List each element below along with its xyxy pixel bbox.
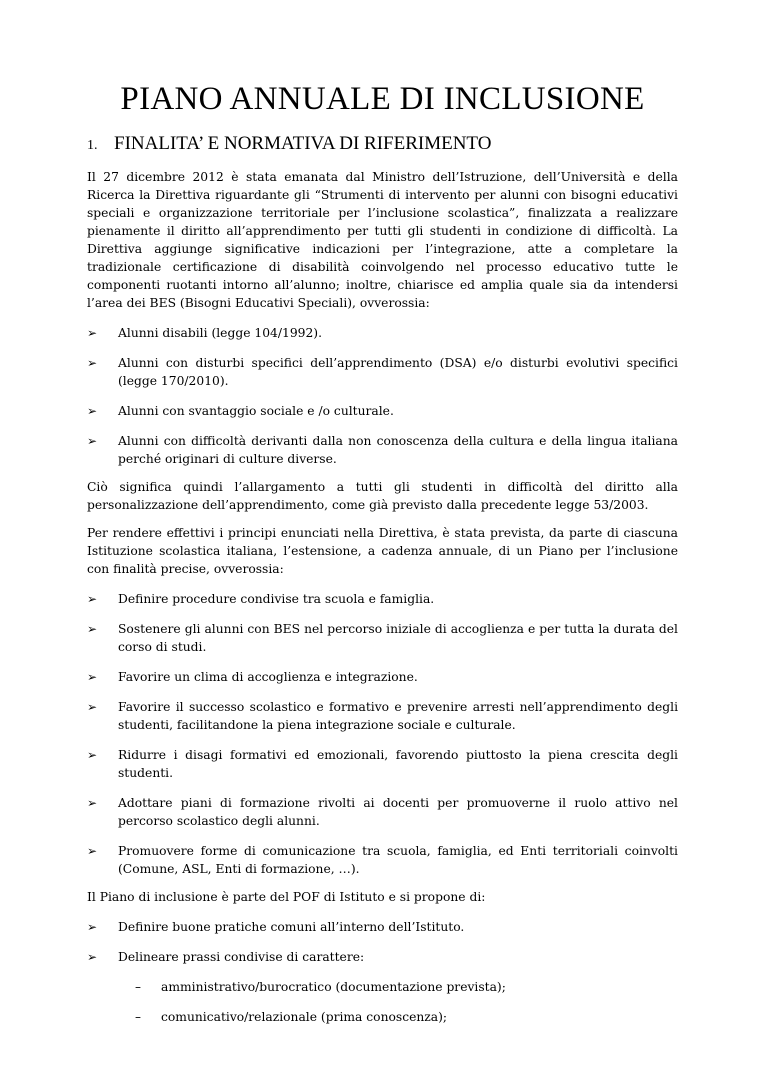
list-item <box>87 698 678 734</box>
paragraph-piano: Per rendere effettivi i principi enunciati nella Direttiva, è stata prevista, da parte di ciascuna Istituzione scolastica italiana, l’estensione, a cadenza annuale, di un Piano per l’inclusione con finalità precise, ovverossia: <box>87 526 678 576</box>
list-item-text: Alunni disabili (legge 104/1992). <box>118 326 322 340</box>
dash-bullet-icon: – <box>135 1010 141 1024</box>
sub-list-item <box>135 978 678 996</box>
arrow-bullet-icon: ➢ <box>87 796 98 810</box>
list-item-text: Delineare prassi condivise di carattere: <box>118 950 365 964</box>
list-item <box>87 794 678 830</box>
sub-list-item <box>135 1008 678 1026</box>
list-item <box>87 918 678 936</box>
paragraph-personalizzazione: Ciò significa quindi l’allargamento a tutti gli studenti in difficoltà del diritto alla personalizzazione dell’apprendimento, come già previsto dalla precedente legge 53/2003. <box>87 480 678 512</box>
pof-list <box>87 918 678 966</box>
sub-list-item-text: amministrativo/burocratico (documentazione prevista); <box>161 980 506 994</box>
list-item-text: Favorire il successo scolastico e formativo e prevenire arresti nell’apprendimento degli studenti, facilitandone la piena integrazione sociale e culturale. <box>118 700 678 732</box>
arrow-bullet-icon: ➢ <box>87 622 98 636</box>
list-item <box>87 620 678 656</box>
list-item-text: Sostenere gli alunni con BES nel percorso iniziale di accoglienza e per tutta la durata del corso di studi. <box>118 622 678 654</box>
list-item <box>87 842 678 878</box>
paragraph-directive: Il 27 dicembre 2012 è stata emanata dal Ministro dell’Istruzione, dell’Università e della Ricerca la Direttiva riguardante gli “Strumenti di intervento per alunni con bisogni educativi speciali e organizzazione territoriale per l’inclusione scolastica”, finalizzata a realizzare pienamente il diritto all’apprendimento per tutti gli studenti in condizione di difficoltà. La Direttiva aggiunge significative indicazioni per l’integrazione, atte a completare la tradizionale certificazione di disabilità coinvolgendo nel processo educativo tutte le componenti ruotanti intorno all’alunno; inoltre, chiarisce ed amplia quale sia da intendersi l’area dei BES (Bisogni Educativi Speciali), ovverossia: <box>87 170 678 310</box>
list-item <box>87 746 678 782</box>
list-item <box>87 354 678 390</box>
list-item-text: Definire procedure condivise tra scuola e famiglia. <box>118 592 435 606</box>
list-item-text: Ridurre i disagi formativi ed emozionali, favorendo piuttosto la piena crescita degli studenti. <box>118 748 678 780</box>
prassi-list <box>135 978 678 1026</box>
list-item <box>87 948 678 966</box>
arrow-bullet-icon: ➢ <box>87 950 98 964</box>
list-item-text: Alunni con difficoltà derivanti dalla non conoscenza della cultura e della lingua italiana perché originari di culture diverse. <box>118 434 678 466</box>
list-item-text: Alunni con disturbi specifici dell’apprendimento (DSA) e/o disturbi evolutivi specifici (legge 170/2010). <box>118 356 678 388</box>
arrow-bullet-icon: ➢ <box>87 326 98 340</box>
arrow-bullet-icon: ➢ <box>87 700 98 714</box>
bes-list <box>87 324 678 468</box>
arrow-bullet-icon: ➢ <box>87 748 98 762</box>
document-title: PIANO ANNUALE DI INCLUSIONE <box>120 81 645 117</box>
list-item <box>87 590 678 608</box>
arrow-bullet-icon: ➢ <box>87 404 98 418</box>
list-item-text: Alunni con svantaggio sociale e /o culturale. <box>118 404 394 418</box>
list-item <box>87 432 678 468</box>
list-item-text: Adottare piani di formazione rivolti ai docenti per promuoverne il ruolo attivo nel percorso scolastico degli alunni. <box>118 796 678 828</box>
list-item <box>87 324 678 342</box>
goals-list <box>87 590 678 878</box>
list-item <box>87 668 678 686</box>
dash-bullet-icon: – <box>135 980 141 994</box>
arrow-bullet-icon: ➢ <box>87 592 98 606</box>
sub-list-item-text: comunicativo/relazionale (prima conoscenza); <box>161 1010 448 1024</box>
arrow-bullet-icon: ➢ <box>87 434 98 448</box>
arrow-bullet-icon: ➢ <box>87 844 98 858</box>
list-item-text: Favorire un clima di accoglienza e integrazione. <box>118 670 418 684</box>
document-page <box>0 80 768 1074</box>
arrow-bullet-icon: ➢ <box>87 356 98 370</box>
section-number: 1. <box>87 138 98 153</box>
arrow-bullet-icon: ➢ <box>87 920 98 934</box>
paragraph-pof: Il Piano di inclusione è parte del POF di Istituto e si propone di: <box>87 890 486 904</box>
arrow-bullet-icon: ➢ <box>87 670 98 684</box>
section-heading <box>87 132 678 158</box>
section-heading-text: FINALITA’ E NORMATIVA DI RIFERIMENTO <box>114 133 492 154</box>
list-item-text: Definire buone pratiche comuni all’interno dell’Istituto. <box>118 920 465 934</box>
list-item-text: Promuovere forme di comunicazione tra scuola, famiglia, ed Enti territoriali coinvolti (Comune, ASL, Enti di formazione, …). <box>118 844 678 876</box>
list-item <box>87 402 678 420</box>
